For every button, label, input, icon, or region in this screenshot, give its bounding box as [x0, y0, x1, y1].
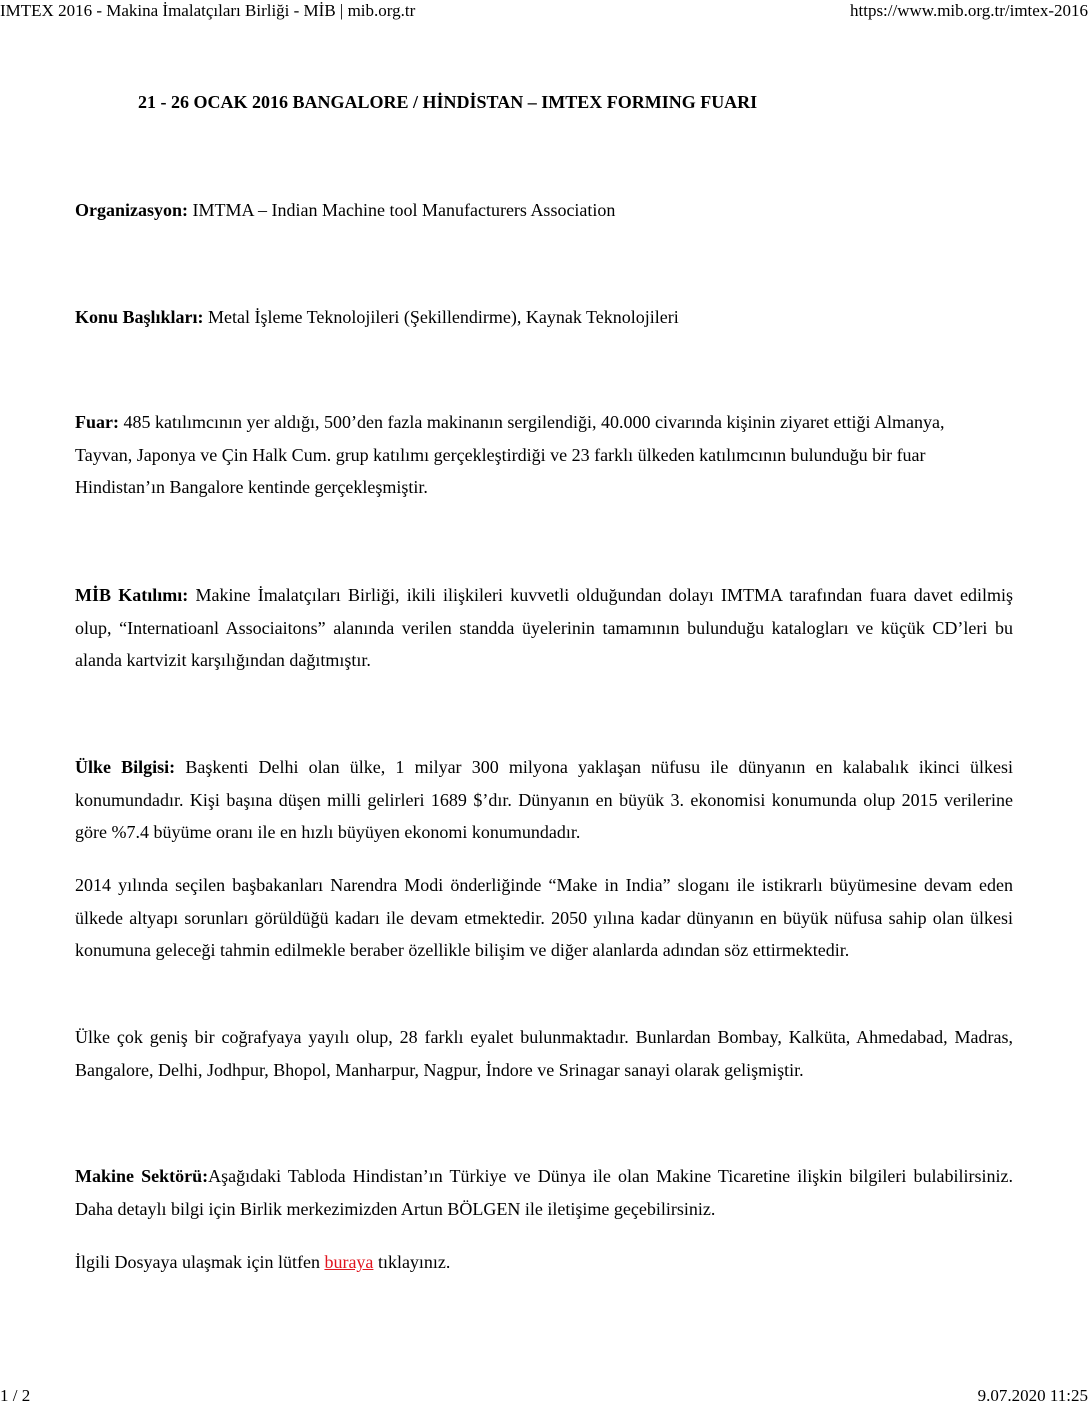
konu-paragraph: [75, 301, 1013, 334]
document-title: 21 - 26 OCAK 2016 BANGALORE / HİNDİSTAN – IMTEX FORMING FUARI: [138, 92, 758, 112]
ulke-bilgisi-label: Ülke Bilgisi:: [75, 757, 176, 777]
paragraph-2014: 2014 yılında seçilen başbakanları Narendra Modi önderliğinde “Make in India” sloganı ile istikrarlı büyümesine devam eden ülkede altyapı sorunları görüldüğü kadarı ile devam etmektedir. 2050 yılına kadar dünyanın en büyük nüfusa sahip olan ülkesi konumuna geleceği tahmin edilmekle beraber özellikle bilişim ve diğer alanlarda adından söz ettirmektedir.: [75, 875, 1013, 960]
print-header-title: IMTEX 2016 - Makina İmalatçıları Birliği - MİB | mib.org.tr: [0, 1, 416, 20]
mib-katilimi-label: MİB Katılımı:: [75, 585, 189, 605]
konu-text: Metal İşleme Teknolojileri (Şekillendirme), Kaynak Teknolojileri: [203, 307, 679, 327]
file-link-paragraph: [75, 1246, 1013, 1279]
file-link-suffix: tıklayınız.: [373, 1252, 451, 1272]
buraya-link[interactable]: buraya: [324, 1252, 374, 1272]
makine-sektoru-text: Aşağıdaki Tabloda Hindistan’ın Türkiye ve Dünya ile olan Makine Ticaretine ilişkin bilgileri bulabilirsiniz. Daha detaylı bilgi için Birlik merkezimizden Artun BÖLGEN ile iletişime geçebilirsiniz.: [75, 1166, 1014, 1219]
fuar-text: 485 katılımcının yer aldığı, 500’den fazla makinanın sergilendiği, 40.000 civarında kişinin ziyaret ettiği Almanya, Tayvan, Japonya ve Çin Halk Cum. grup katılımı gerçekleştirdiği ve 23 farklı ülkeden katılımcının bulunduğu bir fuar Hindistan’ın Bangalore kentinde gerçekleşmiştir.: [75, 412, 945, 497]
mib-katilimi-text: Makine İmalatçıları Birliği, ikili ilişkileri kuvvetli olduğundan dolayı IMTMA tarafından fuara davet edilmiş olup, “Internatioanl Associaitons” alanında verilen standda üyelerinin tamamının bulunduğu katalogları ve küçük CD’leri bu alanda kartvizit karşılığından dağıtmıştır.: [75, 585, 1013, 670]
mib-katilimi-paragraph: [75, 579, 1013, 677]
makine-sektoru-paragraph: [75, 1160, 1013, 1225]
file-link-prefix: İlgili Dosyaya ulaşmak için lütfen: [75, 1252, 325, 1272]
konu-label: Konu Başlıkları:: [75, 307, 204, 327]
organizasyon-text: IMTMA – Indian Machine tool Manufacturers Association: [188, 200, 616, 220]
print-timestamp: 9.07.2020 11:25: [977, 1386, 1088, 1405]
organizasyon-label: Organizasyon:: [75, 200, 189, 220]
print-header-url: https://www.mib.org.tr/imtex-2016: [850, 1, 1088, 20]
fuar-label: Fuar:: [75, 412, 119, 432]
ulke-bilgisi-text: Başkenti Delhi olan ülke, 1 milyar 300 milyona yaklaşan nüfusu ile dünyanın en kalabalık ikinci ülkesi konumundadır. Kişi başına düşen milli gelirleri 1689 $’dır. Dünyanın en büyük 3. ekonomisi konumunda olup 2015 verilerine göre %7.4 büyüme oranı ile en hızlı büyüyen ekonomi konumundadır.: [75, 757, 1013, 842]
page-number: 1 / 2: [0, 1386, 31, 1405]
makine-sektoru-label: Makine Sektörü:: [75, 1166, 209, 1186]
ulke-bilgisi-paragraph: [75, 751, 1013, 849]
paragraph-cografya: Ülke çok geniş bir coğrafyaya yayılı olup, 28 farklı eyalet bulunmaktadır. Bunlardan Bombay, Kalküta, Ahmedabad, Madras, Bangalore, Delhi, Jodhpur, Bhopol, Manharpur, Nagpur, İndore ve Srinagar sanayi olarak gelişmiştir.: [75, 1027, 1013, 1080]
organizasyon-paragraph: [75, 194, 1013, 227]
fuar-paragraph: [75, 406, 955, 504]
